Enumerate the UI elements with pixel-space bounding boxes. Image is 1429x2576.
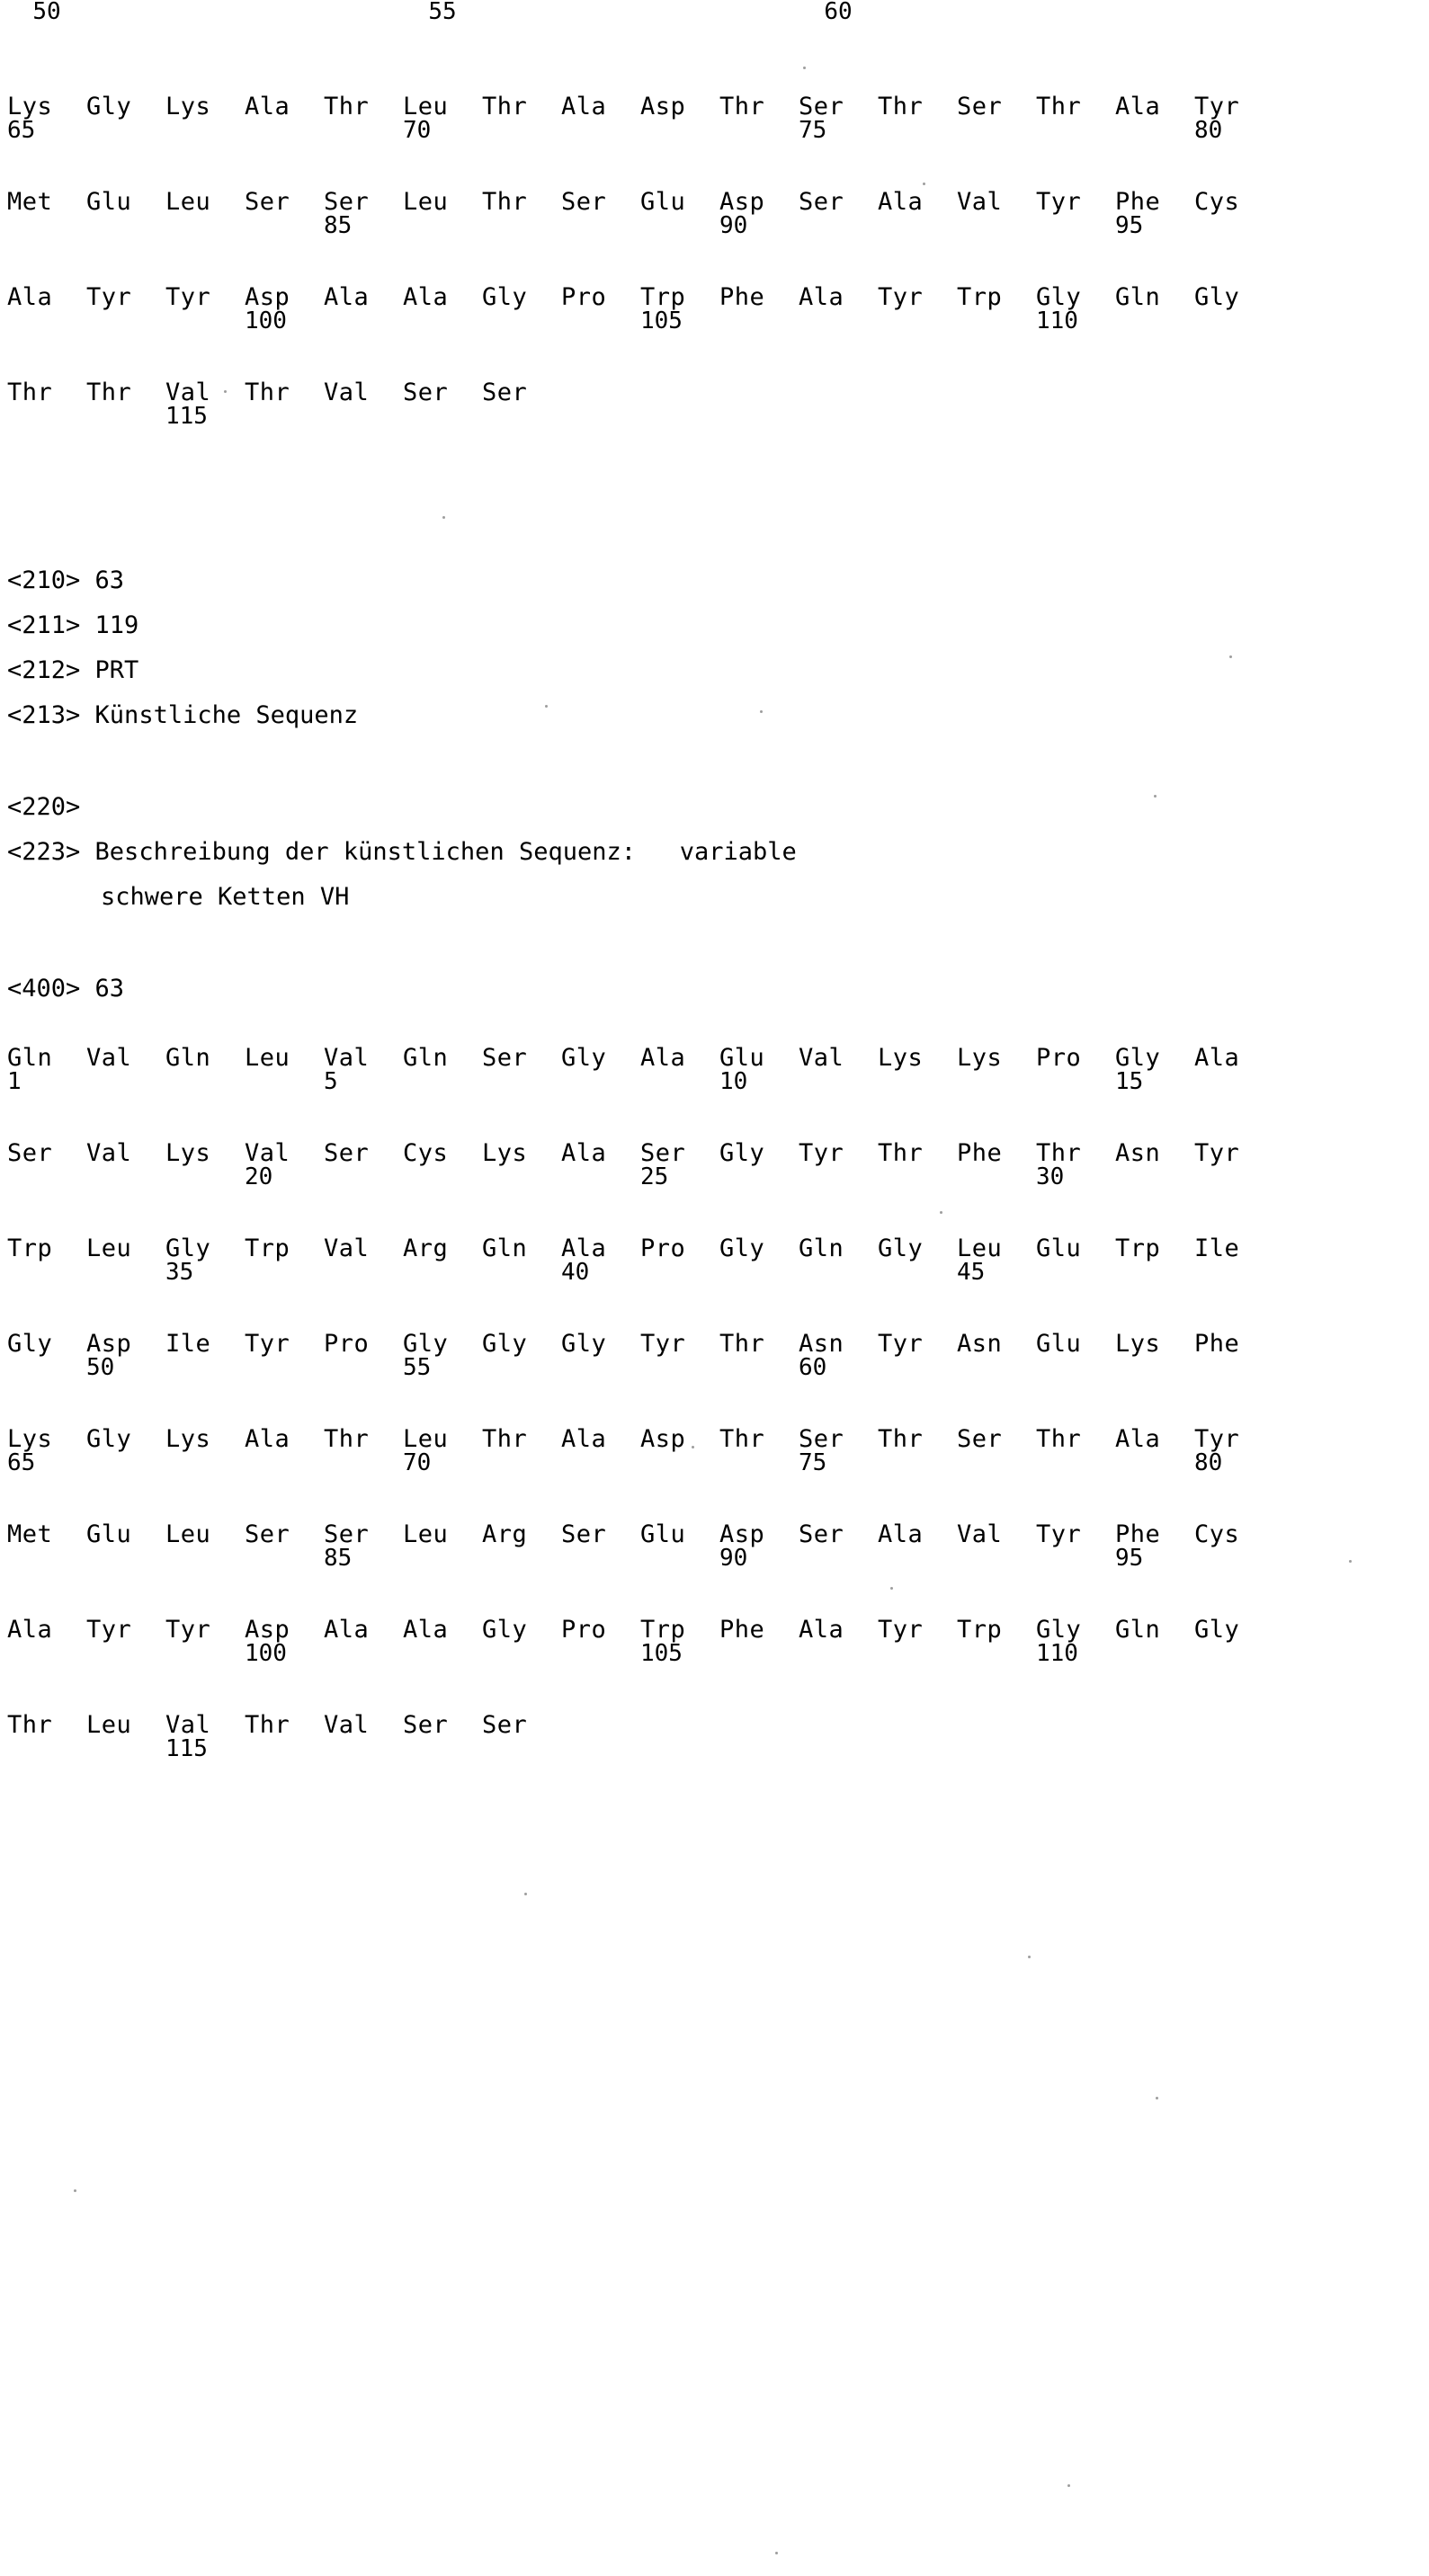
residue-cell: Ala — [878, 1520, 924, 1548]
residue-cell: Leu — [86, 1711, 132, 1739]
residue-cell: Lys — [482, 1139, 528, 1167]
residue-cell: Ser — [245, 188, 290, 216]
residue-cell: Ala — [245, 93, 290, 120]
partial-number-row — [0, 0, 1429, 47]
residue-cell: Tyr — [878, 283, 924, 311]
residue-cell: Thr — [7, 379, 53, 406]
print-speck — [940, 1211, 942, 1214]
sequence-tail-blocks — [0, 70, 1429, 451]
sequence-block — [0, 70, 1429, 165]
residue-number-row — [0, 119, 1429, 165]
residue-cell: Thr — [245, 379, 290, 406]
residue-cell: Gly — [1194, 1616, 1240, 1644]
residue-cell: Val — [86, 1044, 132, 1072]
residue-cell: Val — [165, 1711, 211, 1739]
residue-cell: Leu — [403, 188, 449, 216]
residue-cell: Glu — [1036, 1330, 1082, 1358]
residue-cell: Gly — [86, 1425, 132, 1453]
tag-line — [0, 568, 1429, 613]
residue-cell: Gln — [482, 1235, 528, 1262]
residue-number-cell: 90 — [719, 212, 748, 239]
residue-cell: Lys — [1115, 1330, 1161, 1358]
spacer — [0, 451, 1429, 521]
residue-number-row — [0, 1070, 1429, 1117]
residue-cell: Val — [957, 188, 1003, 216]
residue-cell: Trp — [7, 1235, 53, 1262]
sequence-block — [0, 1689, 1429, 1784]
residue-cell: Thr — [482, 1425, 528, 1453]
residue-row — [0, 1498, 1429, 1546]
residue-cell: Tyr — [1194, 1139, 1240, 1167]
residue-number-cell: 65 — [7, 117, 36, 144]
residue-number-cell: 25 — [640, 1163, 669, 1190]
residue-cell: Gln — [403, 1044, 449, 1072]
residue-cell: Gly — [482, 1616, 528, 1644]
residue-number-row — [0, 214, 1429, 261]
residue-cell: Val — [957, 1520, 1003, 1548]
residue-number-cell: 75 — [799, 117, 827, 144]
print-speck — [442, 516, 445, 519]
residue-cell: Lys — [165, 1425, 211, 1453]
print-speck — [775, 2552, 778, 2554]
number-cell: 60 — [824, 0, 853, 25]
residue-cell: Met — [7, 1520, 53, 1548]
tag-group-220 — [0, 795, 1429, 930]
residue-number-row — [0, 1356, 1429, 1403]
residue-cell: Ser — [799, 1520, 844, 1548]
residue-cell: Ala — [561, 93, 607, 120]
residue-number-cell: 45 — [957, 1259, 986, 1286]
residue-cell: Thr — [878, 1139, 924, 1167]
tag-223: <223> — [7, 838, 81, 866]
residue-cell: Ser — [324, 188, 370, 216]
residue-cell: Cys — [1194, 1520, 1240, 1548]
tag-211: <211> — [7, 611, 81, 639]
sequence-block — [0, 1498, 1429, 1593]
residue-cell: Tyr — [1194, 93, 1240, 120]
residue-number-cell: 95 — [1115, 1545, 1144, 1572]
sequence-block — [0, 261, 1429, 356]
residue-cell: Val — [165, 379, 211, 406]
residue-cell: Asp — [719, 188, 765, 216]
print-speck — [760, 710, 763, 713]
residue-cell: Gly — [165, 1235, 211, 1262]
residue-cell: Ser — [799, 1425, 844, 1453]
residue-cell: Glu — [640, 1520, 686, 1548]
residue-cell: Thr — [719, 93, 765, 120]
spacer — [0, 47, 1429, 70]
residue-cell: Ala — [324, 283, 370, 311]
residue-cell: Glu — [86, 1520, 132, 1548]
residue-cell: Leu — [403, 1520, 449, 1548]
number-cell: 55 — [428, 0, 457, 25]
residue-number-cell: 55 — [403, 1354, 432, 1381]
residue-number-row — [0, 309, 1429, 356]
tag-line — [0, 795, 1429, 840]
print-speck — [74, 2189, 76, 2192]
residue-cell: Cys — [1194, 188, 1240, 216]
residue-cell: Ser — [482, 1044, 528, 1072]
residue-cell: Trp — [957, 283, 1003, 311]
residue-number-cell: 15 — [1115, 1068, 1144, 1095]
tag-212-value: PRT — [94, 656, 139, 684]
residue-cell: Glu — [640, 188, 686, 216]
spacer — [0, 521, 1429, 568]
sequence-block — [0, 1021, 1429, 1117]
residue-number-row — [0, 1261, 1429, 1307]
residue-cell: Ser — [482, 1711, 528, 1739]
residue-number-row — [0, 405, 1429, 451]
residue-cell: Thr — [719, 1330, 765, 1358]
residue-cell: Tyr — [165, 1616, 211, 1644]
residue-cell: Thr — [1036, 1139, 1082, 1167]
residue-number-cell: 65 — [7, 1449, 36, 1476]
residue-cell: Tyr — [878, 1330, 924, 1358]
residue-cell: Ala — [1115, 93, 1161, 120]
sequence-block — [0, 1593, 1429, 1689]
residue-cell: Gly — [1194, 283, 1240, 311]
residue-cell: Pro — [1036, 1044, 1082, 1072]
residue-number-cell: 110 — [1036, 308, 1078, 334]
residue-cell: Tyr — [245, 1330, 290, 1358]
residue-number-row — [0, 1165, 1429, 1212]
residue-cell: Tyr — [799, 1139, 844, 1167]
residue-cell: Tyr — [165, 283, 211, 311]
residue-cell: Gln — [7, 1044, 53, 1072]
residue-cell: Ser — [561, 188, 607, 216]
residue-cell: Thr — [878, 93, 924, 120]
residue-cell: Glu — [719, 1044, 765, 1072]
residue-cell: Asp — [719, 1520, 765, 1548]
residue-cell: Pro — [324, 1330, 370, 1358]
residue-cell: Trp — [245, 1235, 290, 1262]
sequence-block — [0, 1212, 1429, 1307]
residue-cell: Asp — [86, 1330, 132, 1358]
print-speck — [524, 1893, 527, 1895]
residue-cell: Ser — [245, 1520, 290, 1548]
residue-cell: Ala — [403, 1616, 449, 1644]
residue-number-cell: 115 — [165, 403, 208, 430]
residue-cell: Gly — [1036, 283, 1082, 311]
residue-cell: Ala — [7, 1616, 53, 1644]
residue-cell: Trp — [640, 283, 686, 311]
residue-cell: Ala — [245, 1425, 290, 1453]
residue-cell: Gly — [403, 1330, 449, 1358]
tag-line — [0, 658, 1429, 703]
residue-cell: Gln — [1115, 1616, 1161, 1644]
residue-cell: Ala — [878, 188, 924, 216]
tag-line-400 — [0, 976, 1429, 1021]
residue-cell: Val — [324, 379, 370, 406]
residue-number-cell: 80 — [1194, 117, 1223, 144]
residue-cell: Ala — [403, 283, 449, 311]
print-speck — [545, 705, 548, 708]
residue-row — [0, 165, 1429, 214]
residue-cell: Val — [86, 1139, 132, 1167]
residue-cell: Leu — [165, 1520, 211, 1548]
residue-number-cell: 10 — [719, 1068, 748, 1095]
print-speck — [1028, 1956, 1031, 1958]
residue-row — [0, 261, 1429, 309]
spacer — [0, 748, 1429, 795]
residue-cell: Asp — [640, 93, 686, 120]
residue-number-cell: 100 — [245, 308, 287, 334]
residue-cell: Val — [324, 1044, 370, 1072]
residue-cell: Lys — [165, 1139, 211, 1167]
residue-cell: Asn — [799, 1330, 844, 1358]
residue-cell: Thr — [482, 188, 528, 216]
residue-number-row — [0, 1737, 1429, 1784]
print-speck — [890, 1587, 893, 1590]
residue-cell: Gly — [1115, 1044, 1161, 1072]
residue-cell: Gly — [86, 93, 132, 120]
residue-number-cell: 60 — [799, 1354, 827, 1381]
residue-cell: Leu — [403, 93, 449, 120]
residue-cell: Pro — [561, 1616, 607, 1644]
residue-cell: Asp — [245, 283, 290, 311]
residue-number-cell: 100 — [245, 1640, 287, 1667]
residue-number-row — [0, 1546, 1429, 1593]
print-speck — [923, 183, 925, 185]
residue-cell: Lys — [7, 1425, 53, 1453]
residue-number-cell: 90 — [719, 1545, 748, 1572]
residue-number-row — [0, 1451, 1429, 1498]
residue-cell: Ser — [403, 1711, 449, 1739]
sequence-63-blocks — [0, 1021, 1429, 1784]
residue-cell: Tyr — [1036, 188, 1082, 216]
residue-number-cell: 50 — [86, 1354, 115, 1381]
residue-cell: Asp — [245, 1616, 290, 1644]
residue-row — [0, 1212, 1429, 1261]
residue-cell: Trp — [957, 1616, 1003, 1644]
residue-cell: Leu — [245, 1044, 290, 1072]
residue-cell: Cys — [403, 1139, 449, 1167]
residue-cell: Thr — [7, 1711, 53, 1739]
residue-row — [0, 1117, 1429, 1165]
residue-cell: Ile — [1194, 1235, 1240, 1262]
tag-223-continuation: schwere Ketten VH — [101, 883, 350, 911]
residue-cell: Pro — [561, 283, 607, 311]
residue-cell: Phe — [719, 283, 765, 311]
tag-213-value: Künstliche Sequenz — [94, 701, 359, 729]
residue-cell: Tyr — [86, 283, 132, 311]
residue-cell: Ala — [640, 1044, 686, 1072]
tag-212: <212> — [7, 656, 81, 684]
residue-cell: Trp — [1115, 1235, 1161, 1262]
residue-cell: Leu — [957, 1235, 1003, 1262]
residue-cell: Gly — [482, 1330, 528, 1358]
residue-row — [0, 1689, 1429, 1737]
residue-number-cell: 35 — [165, 1259, 194, 1286]
residue-cell: Ala — [561, 1425, 607, 1453]
residue-cell: Ser — [482, 379, 528, 406]
sequence-block — [0, 165, 1429, 261]
print-speck — [1154, 795, 1157, 798]
residue-cell: Ala — [1115, 1425, 1161, 1453]
residue-cell: Ser — [7, 1139, 53, 1167]
residue-number-cell: 75 — [799, 1449, 827, 1476]
residue-cell: Val — [324, 1235, 370, 1262]
tag-group-210 — [0, 568, 1429, 748]
residue-cell: Gln — [1115, 283, 1161, 311]
residue-cell: Phe — [1115, 1520, 1161, 1548]
residue-number-row — [0, 1642, 1429, 1689]
residue-cell: Thr — [245, 1711, 290, 1739]
residue-cell: Lys — [165, 93, 211, 120]
residue-cell: Gly — [561, 1330, 607, 1358]
residue-cell: Leu — [403, 1425, 449, 1453]
tag-210: <210> — [7, 566, 81, 594]
residue-cell: Ser — [403, 379, 449, 406]
sequence-block — [0, 1117, 1429, 1212]
residue-number-cell: 20 — [245, 1163, 273, 1190]
residue-number-cell: 95 — [1115, 212, 1144, 239]
residue-cell: Gly — [719, 1235, 765, 1262]
residue-number-cell: 105 — [640, 308, 683, 334]
residue-row — [0, 356, 1429, 405]
residue-cell: Gly — [7, 1330, 53, 1358]
print-speck — [224, 390, 227, 393]
print-speck — [1349, 1560, 1352, 1563]
residue-cell: Val — [799, 1044, 844, 1072]
residue-row — [0, 1307, 1429, 1356]
residue-cell: Arg — [482, 1520, 528, 1548]
residue-number-cell: 80 — [1194, 1449, 1223, 1476]
residue-number-cell: 105 — [640, 1640, 683, 1667]
residue-cell: Ala — [324, 1616, 370, 1644]
print-speck — [692, 1446, 694, 1448]
residue-cell: Thr — [86, 379, 132, 406]
residue-cell: Ser — [324, 1139, 370, 1167]
residue-cell: Gly — [878, 1235, 924, 1262]
residue-cell: Thr — [878, 1425, 924, 1453]
tag-213: <213> — [7, 701, 81, 729]
residue-cell: Gly — [482, 283, 528, 311]
residue-cell: Ala — [7, 283, 53, 311]
residue-cell: Asn — [1115, 1139, 1161, 1167]
sequence-block — [0, 1403, 1429, 1498]
residue-cell: Tyr — [86, 1616, 132, 1644]
residue-row — [0, 70, 1429, 119]
tag-line — [0, 613, 1429, 658]
residue-cell: Tyr — [1036, 1520, 1082, 1548]
residue-cell: Phe — [719, 1616, 765, 1644]
residue-cell: Val — [324, 1711, 370, 1739]
residue-row — [0, 1403, 1429, 1451]
residue-cell: Thr — [324, 93, 370, 120]
residue-cell: Ala — [1194, 1044, 1240, 1072]
residue-number-cell: 115 — [165, 1735, 208, 1762]
tag-223-value: Beschreibung der künstlichen Sequenz: variable — [94, 838, 797, 866]
residue-cell: Glu — [86, 188, 132, 216]
residue-cell: Leu — [86, 1235, 132, 1262]
residue-cell: Asn — [957, 1330, 1003, 1358]
residue-cell: Lys — [7, 93, 53, 120]
residue-cell: Ala — [799, 283, 844, 311]
residue-cell: Ser — [799, 93, 844, 120]
print-speck — [1156, 2097, 1158, 2099]
residue-number-cell: 70 — [403, 117, 432, 144]
residue-cell: Arg — [403, 1235, 449, 1262]
residue-cell: Ser — [640, 1139, 686, 1167]
residue-cell: Glu — [1036, 1235, 1082, 1262]
residue-cell: Trp — [640, 1616, 686, 1644]
residue-cell: Gln — [165, 1044, 211, 1072]
print-speck — [1229, 655, 1232, 658]
residue-number-cell: 85 — [324, 212, 353, 239]
residue-cell: Thr — [1036, 1425, 1082, 1453]
residue-row — [0, 1021, 1429, 1070]
print-speck — [803, 67, 806, 69]
residue-row — [0, 1593, 1429, 1642]
residue-cell: Gly — [1036, 1616, 1082, 1644]
residue-cell: Thr — [1036, 93, 1082, 120]
residue-number-cell: 1 — [7, 1068, 22, 1095]
tag-400-value: 63 — [94, 975, 125, 1003]
residue-number-cell: 85 — [324, 1545, 353, 1572]
residue-cell: Asp — [640, 1425, 686, 1453]
residue-number-cell: 70 — [403, 1449, 432, 1476]
residue-cell: Pro — [640, 1235, 686, 1262]
residue-cell: Gly — [719, 1139, 765, 1167]
residue-cell: Ala — [561, 1235, 607, 1262]
tag-220: <220> — [7, 793, 81, 821]
print-speck — [1067, 2484, 1070, 2487]
residue-cell: Thr — [719, 1425, 765, 1453]
residue-cell: Lys — [957, 1044, 1003, 1072]
residue-cell: Lys — [878, 1044, 924, 1072]
spacer — [0, 930, 1429, 976]
residue-cell: Ser — [324, 1520, 370, 1548]
residue-cell: Tyr — [878, 1616, 924, 1644]
residue-cell: Ser — [799, 188, 844, 216]
residue-cell: Gln — [799, 1235, 844, 1262]
residue-cell: Met — [7, 188, 53, 216]
residue-cell: Phe — [1115, 188, 1161, 216]
residue-number-cell: 110 — [1036, 1640, 1078, 1667]
tag-400: <400> — [7, 975, 81, 1003]
residue-cell: Val — [245, 1139, 290, 1167]
sequence-block — [0, 1307, 1429, 1403]
residue-cell: Thr — [482, 93, 528, 120]
residue-number-cell: 5 — [324, 1068, 338, 1095]
residue-cell: Tyr — [640, 1330, 686, 1358]
residue-number-cell: 40 — [561, 1259, 590, 1286]
residue-number-cell: 30 — [1036, 1163, 1065, 1190]
residue-cell: Thr — [324, 1425, 370, 1453]
residue-cell: Phe — [957, 1139, 1003, 1167]
sequence-block — [0, 356, 1429, 451]
residue-cell: Ser — [957, 93, 1003, 120]
residue-cell: Ala — [561, 1139, 607, 1167]
residue-cell: Ser — [561, 1520, 607, 1548]
residue-cell: Ala — [799, 1616, 844, 1644]
tag-211-value: 119 — [94, 611, 139, 639]
residue-cell: Leu — [165, 188, 211, 216]
number-cell: 50 — [32, 0, 61, 25]
residue-cell: Ile — [165, 1330, 211, 1358]
residue-cell: Phe — [1194, 1330, 1240, 1358]
residue-cell: Gly — [561, 1044, 607, 1072]
residue-cell: Ser — [957, 1425, 1003, 1453]
tag-line — [0, 840, 1429, 885]
tag-210-value: 63 — [94, 566, 125, 594]
tag-line — [0, 703, 1429, 748]
residue-cell: Tyr — [1194, 1425, 1240, 1453]
